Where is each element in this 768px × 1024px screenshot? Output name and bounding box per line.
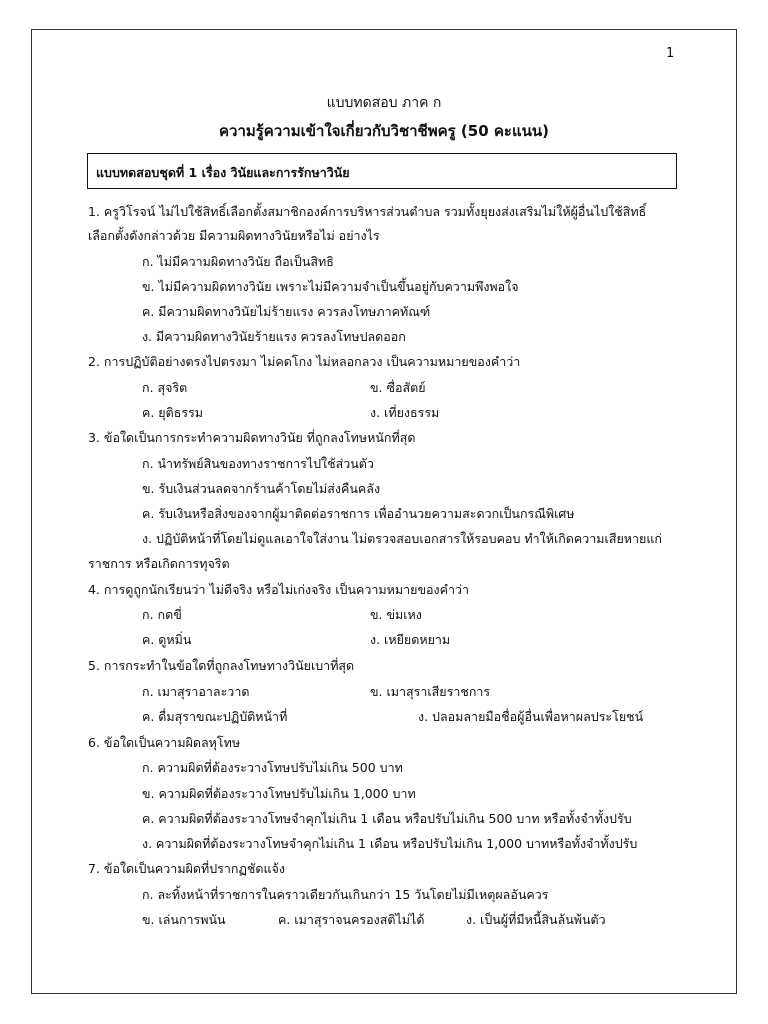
question-1-option-a: ก. ไม่มีความผิดทางวินัย ถือเป็นสิทธิ — [142, 254, 334, 269]
question-3-option-d: ง. ปฏิบัติหน้าที่โดยไม่ดูแลเอาใจใส่งาน ไม่ตรวจสอบเอกสารให้รอบคอบ ทำให้เกิดความเสียหายแก่ — [142, 531, 662, 546]
question-6-option-a: ก. ความผิดที่ต้องระวางโทษปรับไม่เกิน 500 บาท — [142, 760, 403, 775]
question-4-option-c: ค. ดูหมิ่น — [142, 632, 192, 647]
question-2-text: 2. การปฏิบัติอย่างตรงไปตรงมา ไม่คดโกง ไม่หลอกลวง เป็นความหมายของคำว่า — [88, 354, 521, 369]
question-2-option-d: ง. เที่ยงธรรม — [370, 405, 440, 420]
question-1-option-c: ค. มีความผิดทางวินัยไม่ร้ายแรง ควรลงโทษภาคทัณฑ์ — [142, 304, 431, 319]
question-1-text-cont: เลือกตั้งดังกล่าวด้วย มีความผิดทางวินัยหรือไม่ อย่างไร — [88, 228, 380, 243]
question-5-option-c: ค. ดื่มสุราขณะปฏิบัติหน้าที่ — [142, 709, 288, 724]
question-6-text: 6. ข้อใดเป็นความผิดลหุโทษ — [88, 735, 241, 750]
set-title: แบบทดสอบชุดที่ 1 เรื่อง วินัยและการรักษาวินัย — [96, 165, 350, 180]
question-3-option-a: ก. นำทรัพย์สินของทางราชการไปใช้ส่วนตัว — [142, 456, 374, 471]
question-6-option-b: ข. ความผิดที่ต้องระวางโทษปรับไม่เกิน 1,000 บาท — [142, 786, 416, 801]
question-6-option-c: ค. ความผิดที่ต้องระวางโทษจำคุกไม่เกิน 1 เดือน หรือปรับไม่เกิน 500 บาท หรือทั้งจำทั้งปรับ — [142, 811, 632, 826]
question-2-option-a: ก. สุจริต — [142, 380, 188, 395]
question-3-text: 3. ข้อใดเป็นการกระทำความผิดทางวินัย ที่ถูกลงโทษหนักที่สุด — [88, 430, 416, 445]
question-5-text: 5. การกระทำในข้อใดที่ถูกลงโทษทางวินัยเบาที่สุด — [88, 658, 355, 673]
question-1-text: 1. ครูวิโรจน์ ไม่ไปใช้สิทธิ์เลือกตั้งสมาชิกองค์การบริหารส่วนตำบล รวมทั้งยุยงส่งเสริมไม่ให้ผู้อื่นไปใช้สิทธิ์ — [88, 204, 647, 219]
question-4-option-a: ก. กดขี่ — [142, 607, 182, 622]
question-3-option-b: ข. รับเงินส่วนลดจากร้านค้าโดยไม่ส่งคืนคลัง — [142, 481, 381, 496]
question-2-option-c: ค. ยุติธรรม — [142, 405, 204, 420]
question-5-option-a: ก. เมาสุราอาละวาด — [142, 684, 250, 699]
question-7-option-b: ข. เล่นการพนัน — [142, 912, 226, 927]
question-1-option-b: ข. ไม่มีความผิดทางวินัย เพราะไม่มีความจำเป็นขึ้นอยู่กับความพึงพอใจ — [142, 279, 519, 294]
question-7-option-c: ค. เมาสุราจนครองสติไม่ได้ — [278, 912, 425, 927]
question-5-option-d: ง. ปลอมลายมือชื่อผู้อื่นเพื่อหาผลประโยชน์ — [418, 709, 644, 724]
page-number: 1 — [666, 46, 675, 61]
question-1-option-d: ง. มีความผิดทางวินัยร้ายแรง ควรลงโทษปลดออก — [142, 329, 406, 344]
question-6-option-d: ง. ความผิดที่ต้องระวางโทษจำคุกไม่เกิน 1 เดือน หรือปรับไม่เกิน 1,000 บาทหรือทั้งจำทั้งปรับ — [142, 836, 638, 851]
page-subtitle: ความรู้ความเข้าใจเกี่ยวกับวิชาชีพครู (50 คะแนน) — [218, 122, 549, 140]
question-4-text: 4. การดูถูกนักเรียนว่า ไม่ดีจริง หรือไม่เก่งจริง เป็นความหมายของคำว่า — [88, 582, 470, 597]
page-title: แบบทดสอบ ภาค ก — [326, 95, 442, 111]
question-5-option-b: ข. เมาสุราเสียราชการ — [370, 684, 491, 699]
set-title-box — [87, 153, 677, 189]
question-2-option-b: ข. ซื่อสัตย์ — [370, 380, 426, 395]
question-4-option-d: ง. เหยียดหยาม — [370, 632, 451, 647]
question-3-option-c: ค. รับเงินหรือสิ่งของจากผู้มาติดต่อราชการ เพื่ออำนวยความสะดวกเป็นกรณีพิเศษ — [142, 506, 575, 521]
question-7-option-a: ก. ละทิ้งหน้าที่ราชการในคราวเดียวกันเกินกว่า 15 วันโดยไม่มีเหตุผลอันควร — [142, 887, 549, 902]
question-3-option-d-cont: ราชการ หรือเกิดการทุจริต — [88, 556, 230, 571]
question-4-option-b: ข. ข่มเหง — [370, 607, 422, 622]
question-7-option-d: ง. เป็นผู้ที่มีหนี้สินล้นพ้นตัว — [466, 912, 606, 927]
question-7-text: 7. ข้อใดเป็นความผิดที่ปรากฏชัดแจ้ง — [88, 861, 285, 876]
